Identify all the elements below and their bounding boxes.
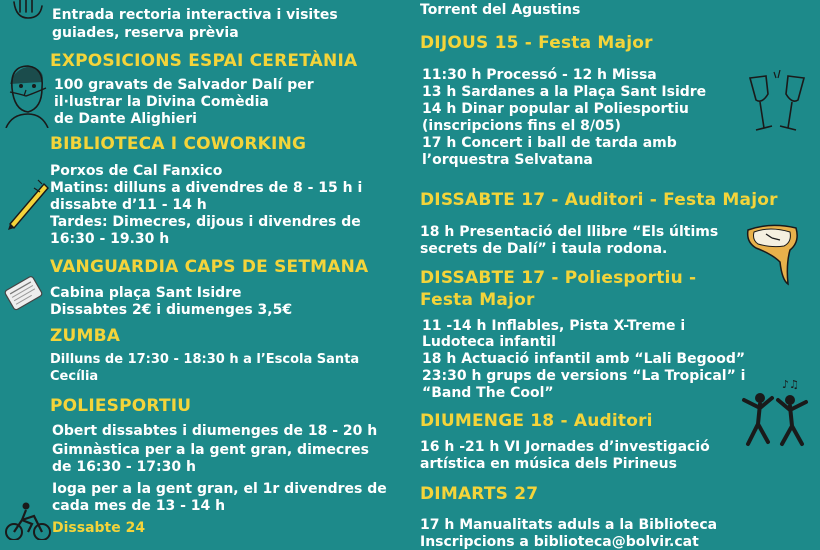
section-title-dissabte-17-auditori: DISSABTE 17 - Auditori - Festa Major xyxy=(420,190,778,210)
vanguardia-line: Dissabtes 2€ i diumenges 3,5€ xyxy=(50,302,293,318)
biblioteca-line: 16:30 - 19.30 h xyxy=(50,231,170,247)
dijous-line: 13 h Sardanes a la Plaça Sant Isidre xyxy=(422,84,707,100)
poliesportiu-event-line: “Band The Cool” xyxy=(422,385,554,401)
poliesportiu-event-line: Ludoteca infantil xyxy=(422,334,556,350)
intro-line-2: guiades, reserva prèvia xyxy=(52,25,239,41)
exposicions-line: il·lustrar la Divina Comèdia xyxy=(54,94,269,110)
dancers-icon xyxy=(738,378,814,452)
poliesportiu-line: de 16:30 - 17:30 h xyxy=(52,459,196,475)
poliesportiu-event-line: 11 -14 h Inflables, Pista X-Treme i xyxy=(422,318,686,334)
section-title-biblioteca: BIBLIOTECA I COWORKING xyxy=(50,134,307,154)
footer-label-dissabte-24: Dissabte 24 xyxy=(52,520,146,536)
poliesportiu-event-line: 23:30 h grups de versions “La Tropical” i xyxy=(422,368,746,384)
poliesportiu-line: Obert dissabtes i diumenges de 18 - 20 h xyxy=(52,423,378,439)
vanguardia-line: Cabina plaça Sant Isidre xyxy=(50,285,242,301)
dali-portrait-icon xyxy=(2,58,50,128)
dijous-line: 14 h Dinar popular al Poliesportiu xyxy=(422,101,689,117)
champagne-glasses-icon xyxy=(742,70,812,142)
biblioteca-line: Tardes: Dimecres, dijous i divendres de xyxy=(50,214,361,230)
svg-text:♪♫: ♪♫ xyxy=(782,378,799,391)
diumenge-line: 16 h -21 h VI Jornades d’investigació xyxy=(420,439,710,455)
section-title-poliesportiu: POLIESPORTIU xyxy=(50,396,192,416)
dijous-line: 17 h Concert i ball de tarda amb xyxy=(422,135,677,151)
section-title-dijous-15: DIJOUS 15 - Festa Major xyxy=(420,33,653,53)
dijous-line: l’orquestra Selvatana xyxy=(422,152,593,168)
biblioteca-line: Porxos de Cal Fanxico xyxy=(50,163,223,179)
auditori-line: secrets de Dalí” i taula rodona. xyxy=(420,241,668,257)
intro-line-1: Entrada rectoria interactiva i visites xyxy=(52,7,338,23)
newspaper-icon xyxy=(0,268,48,320)
dimarts-line: 17 h Manualitats aduls a la Biblioteca xyxy=(420,517,718,533)
section-title-diumenge-18: DIUMENGE 18 - Auditori xyxy=(420,411,653,431)
section-title-dimarts-27: DIMARTS 27 xyxy=(420,484,539,504)
dijous-line: 11:30 h Processó - 12 h Missa xyxy=(422,67,657,83)
biblioteca-line: dissabte d’11 - 14 h xyxy=(50,197,207,213)
exposicions-line: de Dante Alighieri xyxy=(54,111,197,127)
biblioteca-line: Matins: dilluns a divendres de 8 - 15 h i xyxy=(50,180,363,196)
top-line: Torrent del Agustins xyxy=(420,2,581,18)
section-title-dissabte-17-poliesportiu: DISSABTE 17 - Poliesportiu - xyxy=(420,268,697,288)
poliesportiu-line: Ioga per a la gent gran, el 1r divendres de xyxy=(52,481,387,497)
section-title-dissabte-17-poliesportiu-2: Festa Major xyxy=(420,290,535,310)
cyclist-icon xyxy=(2,500,52,540)
section-title-exposicions: EXPOSICIONS ESPAI CERETÀNIA xyxy=(50,51,358,71)
dimarts-line: Inscripcions a biblioteca@bolvir.cat xyxy=(420,534,699,550)
pen-icon xyxy=(4,178,50,230)
poliesportiu-line: cada mes de 13 - 14 h xyxy=(52,498,226,514)
poliesportiu-line: Gimnàstica per a la gent gran, dimecres xyxy=(52,442,369,458)
section-title-zumba: ZUMBA xyxy=(50,326,121,346)
section-title-vanguardia: VANGUARDIA CAPS DE SETMANA xyxy=(50,257,369,277)
melting-clock-icon xyxy=(742,220,802,288)
hand-icon xyxy=(10,0,48,22)
zumba-line: Dilluns de 17:30 - 18:30 h a l’Escola Santa xyxy=(50,352,360,367)
auditori-line: 18 h Presentació del llibre “Els últims xyxy=(420,224,719,240)
zumba-line: Cecília xyxy=(50,369,99,384)
poliesportiu-event-line: 18 h Actuació infantil amb “Lali Begood” xyxy=(422,351,746,367)
dijous-line: (inscripcions fins el 8/05) xyxy=(422,118,621,134)
diumenge-line: artística en música dels Pirineus xyxy=(420,456,677,472)
exposicions-line: 100 gravats de Salvador Dalí per xyxy=(54,77,314,93)
